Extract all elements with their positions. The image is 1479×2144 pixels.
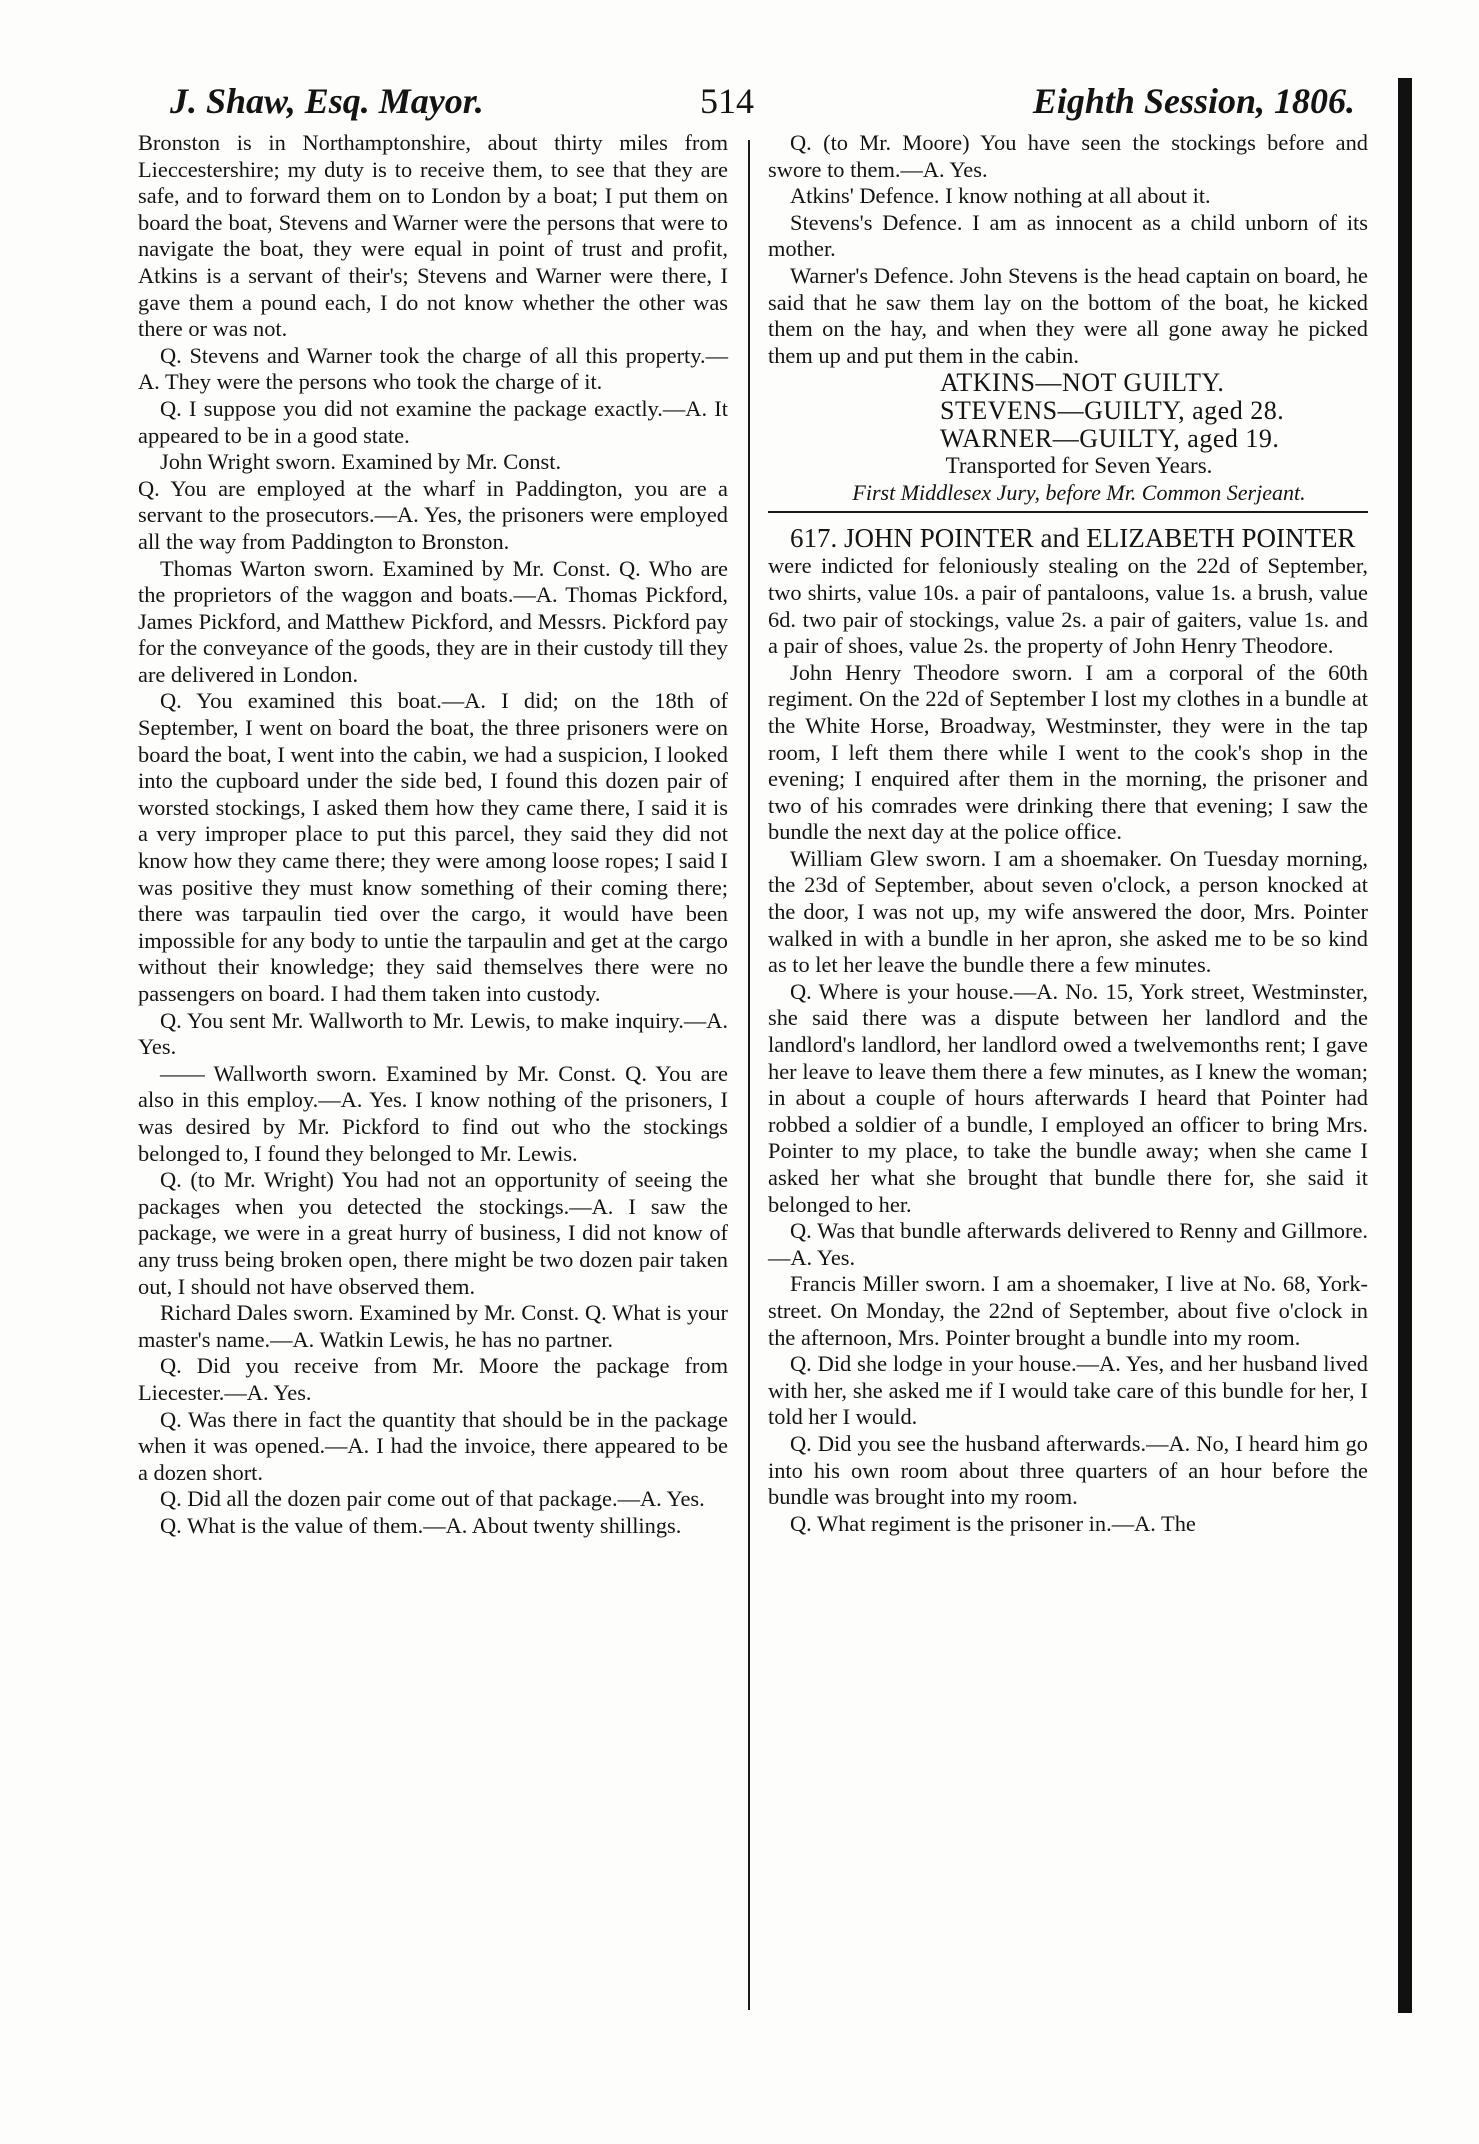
paragraph: Q. Stevens and Warner took the charge of all this property.—A. They were the persons who took the charge of it. (138, 342, 728, 395)
paragraph: Q. Did all the dozen pair come out of that package.—A. Yes. (160, 1486, 705, 1512)
paragraph: Q. (to Mr. Moore) You have seen the stockings before and swore to them.—A. Yes. (768, 130, 1368, 182)
right-column (768, 130, 1368, 1537)
page-number: 514 (700, 81, 754, 121)
defence: Stevens's Defence. I am as innocent as a child unborn of its mother. (768, 209, 1368, 262)
paragraph: Q. Did she lodge in your house.—A. Yes, and her husband lived with her, she asked me if I would take care of this bundle for her, I told her I would. (768, 1351, 1368, 1430)
defence: Atkins' Defence. I know nothing at all about it. (790, 183, 1211, 209)
binding-edge (1398, 78, 1412, 2013)
paragraph: William Glew sworn. I am a shoemaker. On Tuesday morning, the 23d of September, about seven o'clock, a person knocked at the door, I was not up, my wife answered the door, Mrs. Pointer walked in with a bundle in her apron, she asked me to be so kind as to let her leave the bundle there a few minutes. (768, 845, 1368, 978)
verdict-line: STEVENS—GUILTY, aged 28. (940, 396, 1285, 426)
paragraph: Bronston is in Northamptonshire, about thirty miles from Lieccestershire; my duty is to receive them, to see that they are safe, and to forward them on to London by a boat; I put them on board the boat, Stevens and Warner were the persons that were to navigate the boat, they were equal in point of trust and profit, Atkins is a servant of their's; Stevens and Warner were there, I gave them a pound each, I do not know whether the other was there or was not. (138, 130, 728, 342)
left-column (138, 130, 728, 1539)
jury-line: First Middlesex Jury, before Mr. Common Serjeant. (852, 480, 1306, 506)
verdict-line: WARNER—GUILTY, aged 19. (940, 424, 1280, 454)
paragraph: Q. What regiment is the prisoner in.—A. The (790, 1510, 1196, 1536)
paragraph: Q. Where is your house.—A. No. 15, York street, Westminster, she said there was a dispute between her landlord and the landlord's landlord, her landlord owed a twelvemonths rent; I gave her leave to leave them there a few minutes, as I knew the woman; in about a couple of hours afterwards I heard that Pointer had robbed a soldier of a bundle, I employed an officer to bring Mrs. Pointer to my place, to take the bundle away; when she came I asked her what she brought that bundle there for, she said it belonged to her. (768, 978, 1368, 1217)
paragraph: Q. Was that bundle afterwards delivered to Renny and Gillmore.—A. Yes. (768, 1218, 1368, 1270)
case-title: 617. JOHN POINTER and ELIZABETH POINTER (790, 523, 1356, 554)
paragraph: Richard Dales sworn. Examined by Mr. Const. Q. What is your master's name.—A. Watkin Lewis, he has no partner. (138, 1300, 728, 1352)
paragraph: Q. What is the value of them.—A. About twenty shillings. (160, 1512, 682, 1538)
paragraph: Francis Miller sworn. I am a shoemaker, I live at No. 68, York-street. On Monday, the 22nd of September, about five o'clock in the afternoon, Mrs. Pointer brought a bundle into my room. (768, 1271, 1368, 1350)
header-left: J. Shaw, Esq. Mayor. (170, 81, 484, 121)
sentence: Transported for Seven Years. (945, 453, 1213, 479)
defence: Warner's Defence. John Stevens is the head captain on board, he said that he saw them lay on the bottom of the boat, he kicked them on the hay, and when they were all gone away he picked them up and put them in the cabin. (768, 262, 1368, 368)
verdict-line: ATKINS—NOT GUILTY. (940, 368, 1225, 398)
paragraph: Q. I suppose you did not examine the package exactly.—A. It appeared to be in a good state. (138, 395, 728, 448)
paragraph: —— Wallworth sworn. Examined by Mr. Const. Q. You are also in this employ.—A. Yes. I know nothing of the prisoners, I was desired by Mr. Pickford to find out who the stockings belonged to, I found they belonged to Mr. Lewis. (138, 1060, 728, 1166)
paragraph: Thomas Warton sworn. Examined by Mr. Const. Q. Who are the proprietors of the waggon and boats.—A. Thomas Pickford, James Pickford, and Matthew Pickford, and Messrs. Pickford pay for the conveyance of the goods, they are in their custody till they are delivered in London. (138, 555, 728, 687)
paragraph: Q. (to Mr. Wright) You had not an opportunity of seeing the packages when you detected the stockings.—A. I saw the package, we were in a great hurry of business, I did not know of any truss being broken open, there might be two dozen pair taken out, I should not have observed them. (138, 1167, 728, 1299)
paragraph: Q. Did you see the husband afterwards.—A. No, I heard him go into his own room about three quarters of an hour before the bundle was brought into my room. (768, 1430, 1368, 1510)
paragraph: Q. You examined this boat.—A. I did; on the 18th of September, I went on board the boat, the three prisoners were on board the boat, I went into the cabin, we had a suspicion, I looked into the cupboard under the side bed, I found this dozen pair of worsted stockings, I asked them how they came there, I said it is a very improper place to put this parcel, they said they did not know how they came there; they were among loose ropes; I said I was positive they must know something of their coming there; there was tarpaulin tied over the cargo, it would have been impossible for any body to untie the tarpaulin and get at the cargo without their knowledge; they said themselves there were no passengers on board. I had them taken into custody. (138, 688, 728, 1006)
section-rule (768, 511, 1368, 513)
paragraph: Q. Did you receive from Mr. Moore the package from Liecester.—A. Yes. (138, 1353, 728, 1405)
witness-heading: John Wright sworn. Examined by Mr. Const. (160, 449, 562, 475)
paragraph: Q. You sent Mr. Wallworth to Mr. Lewis, to make inquiry.—A. Yes. (138, 1007, 728, 1060)
paragraph: Q. You are employed at the wharf in Paddington, you are a servant to the prosecutors.—A. Yes, the prisoners were employed all the way from Paddington to Bronston. (138, 475, 728, 554)
header-right: Eighth Session, 1806. (1032, 81, 1355, 121)
paragraph: Q. Was there in fact the quantity that should be in the package when it was opened.—A. I had the invoice, there appeared to be a dozen short. (138, 1406, 728, 1485)
page-header (170, 72, 1355, 130)
paragraph: John Henry Theodore sworn. I am a corporal of the 60th regiment. On the 22d of September I lost my clothes in a bundle at the White Horse, Broadway, Westminster, they were in the tap room, I left them there while I went to the cook's shop in the evening; I enquired after them in the morning, the prisoner and two of his comrades were drinking there that evening; I saw the bundle the next day at the police office. (768, 659, 1368, 845)
paragraph: were indicted for feloniously stealing on the 22d of September, two shirts, value 10s. a pair of pantaloons, value 1s. a brush, value 6d. two pair of stockings, value 2s. a pair of gaiters, value 1s. and a pair of shoes, value 2s. the property of John Henry Theodore. (768, 553, 1368, 659)
column-divider (748, 140, 750, 2010)
